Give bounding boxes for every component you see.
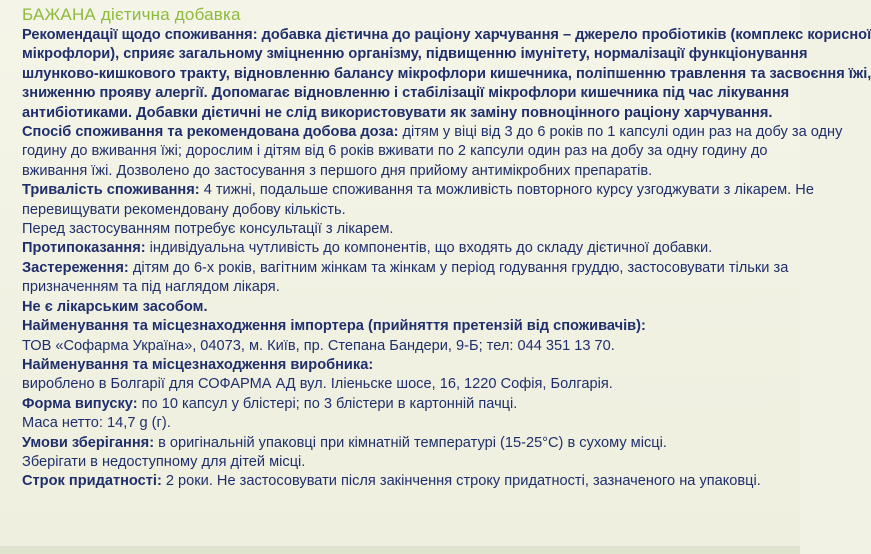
dosage-line-1: Спосіб споживання та рекомендована добова доза: дітям у віці від 3 до 6 років по 1 капсулі один раз на добу за одну xyxy=(22,124,843,141)
duration-line-3: Перед застосуванням потребує консультації з лікарем. xyxy=(22,221,394,238)
storage-line-2: Зберігати в недоступному для дітей місці. xyxy=(22,453,306,470)
shelf-life-label: Строк придатності: xyxy=(22,473,162,490)
label-text xyxy=(22,26,871,492)
contraindications-label: Протипоказання: xyxy=(22,240,146,257)
importer-text: ТОВ «Софарма Україна», 04073, м. Київ, пр. Степана Бандери, 9-Б; тел: 044 351 13 70. xyxy=(22,337,615,354)
recommendations-line-1: Рекомендації щодо споживання: добавка дієтична до раціону харчування – джерело пробіотиків (комплекс корисної xyxy=(22,27,871,43)
importer-label: Найменування та місцезнаходження імпортера (прийняття претензій від споживачів): xyxy=(22,318,646,335)
warnings-label: Застереження: xyxy=(22,259,129,276)
warnings-line-1: Застереження: дітям до 6-х років, вагітним жінкам та жінкам у період годування груддю, застосовувати тільки за xyxy=(22,259,789,276)
shelf-life-line: Строк придатності: 2 роки. Не застосовувати після закінчення строку придатності, зазначеного на упаковці. xyxy=(22,473,761,490)
dosage-line-3: вживання їжі. Дозволено до застосування з першого дня прийому антимікробних препаратів. xyxy=(22,162,653,179)
brand-subtitle: дієтична добавка xyxy=(100,5,241,24)
dosage-line-2: годину до вживання їжі; дорослим і дітям від 6 років вживати по 2 капсули один раз на добу за одну годину до xyxy=(22,143,768,160)
storage-label: Умови зберігання: xyxy=(22,434,155,451)
duration-line-1: Тривалість споживання: 4 тижні, подальше споживання та можливість повторного курсу узгоджувати з лікарем. Не xyxy=(22,182,814,199)
recommendations-line-5: антибіотиками. Добавки дієтичні не слід використовувати як заміну повноцінного раціону харчування. xyxy=(22,104,773,121)
net-mass: Маса нетто: 14,7 g (г). xyxy=(22,415,171,432)
manufacturer-label: Найменування та місцезнаходження виробника: xyxy=(22,356,374,373)
dosage-label: Спосіб споживання та рекомендована добова доза: xyxy=(22,124,399,141)
recommendations-line-3: шлунково-кишкового тракту, відновленню балансу мікрофлори кишечника, поліпшенню травлення та засвоєння їжі, xyxy=(22,65,871,82)
bottom-edge xyxy=(0,546,800,554)
not-medicine-notice: Не є лікарським засобом. xyxy=(22,298,208,315)
recommendations-line-2: мікрофлори), сприяє загальному зміцненню організму, підвищенню імунітету, нормалізації функціонування xyxy=(22,46,808,63)
duration-label: Тривалість споживання: xyxy=(22,182,200,199)
warnings-line-2: призначенням та під наглядом лікаря. xyxy=(22,279,280,296)
recommendations-label: Рекомендації щодо споживання: xyxy=(22,27,258,43)
recommendations-line-4: зниженню прояву алергії. Допомагає відновленню і стабілізації мікрофлори кишечника під час лікування xyxy=(22,85,790,102)
manufacturer-text: вироблено в Болгарії для СОФАРМА АД вул. Іліеньске шосе, 16, 1220 Софія, Болгарія. xyxy=(22,376,613,393)
release-form-label: Форма випуску: xyxy=(22,395,138,412)
duration-line-2: перевищувати рекомендовану добову кількість. xyxy=(22,201,346,218)
release-form-line: Форма випуску: по 10 капсул у блістері; по 3 блістери в картонній пачці. xyxy=(22,395,518,412)
brand-name: БАЖАНА xyxy=(22,5,96,24)
contraindications-line: Протипоказання: індивідуальна чутливість до компонентів, що входять до складу дієтичної добавки. xyxy=(22,240,713,257)
storage-line-1: Умови зберігання: в оригінальній упаковці при кімнатній температурі (15-25°С) в сухому місці. xyxy=(22,434,667,451)
brand-header xyxy=(22,4,792,26)
